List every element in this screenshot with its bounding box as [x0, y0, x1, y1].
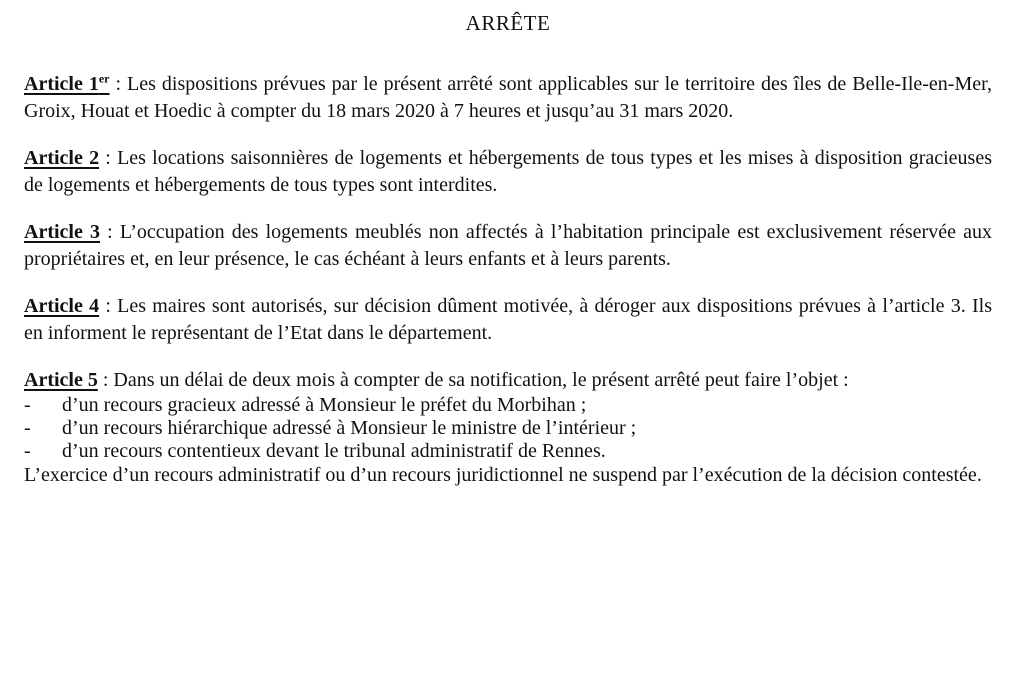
article-3-label: Article 3	[24, 221, 100, 243]
list-item	[24, 417, 992, 440]
article-5-label: Article 5	[24, 369, 98, 391]
list-item-text: d’un recours hiérarchique adressé à Monsieur le ministre de l’intérieur ;	[62, 417, 637, 439]
document-title: ARRÊTE	[465, 11, 551, 35]
article-5	[24, 367, 992, 488]
article-5-intro	[24, 367, 992, 394]
list-item-text: d’un recours contentieux devant le tribunal administratif de Rennes.	[62, 440, 606, 462]
article-2-text: : Les locations saisonnières de logements et hébergements de tous types et les mises à disposition gracieuses de logements et hébergements de tous types sont interdites.	[24, 147, 992, 196]
list-bullet: -	[24, 417, 31, 439]
closing-paragraph: L’exercice d’un recours administratif ou d’un recours juridictionnel ne suspend par l’exécution de la décision contestée.	[24, 464, 982, 486]
article-3-text: : L’occupation des logements meublés non affectés à l’habitation principale est exclusivement réservée aux propriétaires et, en leur présence, le cas échéant à leurs enfants et à leurs parents.	[24, 221, 992, 270]
article-5-text: : Dans un délai de deux mois à compter de sa notification, le présent arrêté peut faire l’objet :	[97, 369, 849, 391]
document-page	[24, 0, 992, 488]
article-1	[24, 71, 992, 125]
article-3	[24, 219, 992, 273]
list-bullet: -	[24, 440, 31, 462]
article-1-superscript: er	[98, 71, 110, 86]
article-4-label: Article 4	[24, 295, 100, 317]
article-4-text: : Les maires sont autorisés, sur décision dûment motivée, à déroger aux dispositions prévues à l’article 3. Ils en informent le représentant de l’Etat dans le département.	[24, 295, 992, 344]
article-1-label: Article 1er	[24, 71, 110, 95]
list-bullet: -	[24, 394, 31, 416]
article-2	[24, 145, 992, 199]
list-item	[24, 440, 992, 463]
article-1-text: : Les dispositions prévues par le présent arrêté sont applicables sur le territoire des îles de Belle-Ile-en-Mer, Groix, Houat et Hoedic à compter du 18 mars 2020 à 7 heures et jusqu’au 31 mars 2020.	[24, 73, 992, 122]
list-item	[24, 394, 992, 417]
recours-list	[24, 394, 992, 463]
list-item-text: d’un recours gracieux adressé à Monsieur le préfet du Morbihan ;	[62, 394, 587, 416]
article-2-label: Article 2	[24, 147, 100, 169]
article-4	[24, 293, 992, 347]
